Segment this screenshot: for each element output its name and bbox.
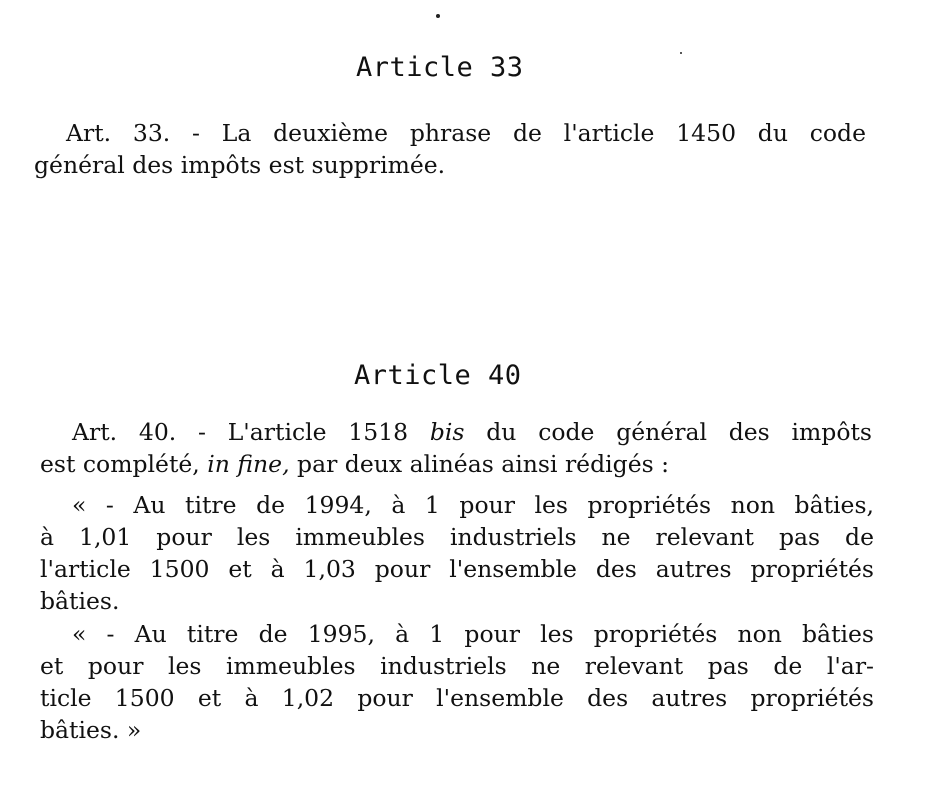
article-33-line: général des impôts est supprimée.: [34, 151, 446, 179]
article-40-heading: Article 40: [354, 360, 522, 391]
intro-text: Art. 40. - L'article 1518: [72, 418, 409, 446]
alinea-1-line: « - Au titre de 1994, à 1 pour les propriétés non bâties,: [72, 491, 874, 519]
scan-speck: [680, 52, 682, 54]
alinea-2-line: et pour les immeubles industriels ne relevant pas de l'ar-: [40, 652, 874, 680]
alinea-1-line: à 1,01 pour les immeubles industriels ne relevant pas de: [40, 523, 874, 551]
intro-text: du code général des impôts: [486, 418, 872, 446]
article-33-heading: Article 33: [356, 52, 524, 83]
alinea-2-line: ticle 1500 et à 1,02 pour l'ensemble des autres propriétés: [40, 684, 874, 712]
bis-term: bis: [429, 418, 465, 446]
article-33-body: [34, 117, 866, 181]
article-40-alinea-1: [40, 489, 874, 617]
in-fine-term: in fine,: [207, 450, 290, 478]
alinea-2-line: bâties. »: [40, 716, 142, 744]
article-40-alinea-2: [40, 618, 874, 746]
article-40-intro: [40, 416, 872, 480]
intro-text: par deux alinéas ainsi rédigés :: [297, 450, 670, 478]
article-33-line: Art. 33. - La deuxième phrase de l'article 1450 du code: [66, 119, 866, 147]
intro-text: est complété,: [40, 450, 200, 478]
article-40-intro-line: [40, 448, 872, 480]
article-40-intro-line: [40, 416, 872, 448]
scan-speck: [436, 14, 440, 18]
alinea-1-line: bâties.: [40, 587, 120, 615]
alinea-1-line: l'article 1500 et à 1,03 pour l'ensemble des autres propriétés: [40, 555, 874, 583]
alinea-2-line: « - Au titre de 1995, à 1 pour les propriétés non bâties: [72, 620, 874, 648]
